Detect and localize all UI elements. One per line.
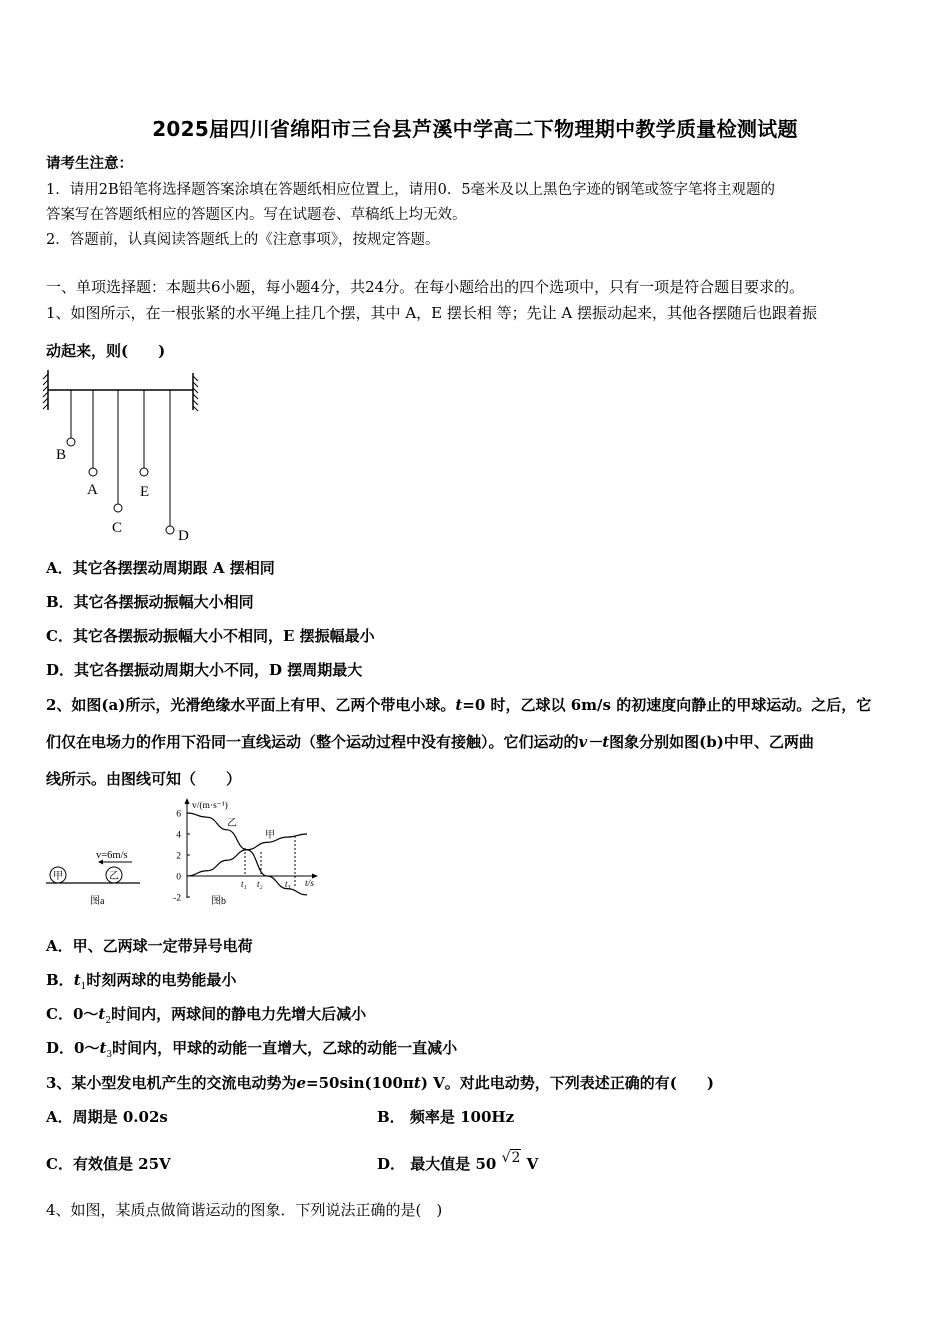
series-line-jia [187,834,307,876]
q1-stem-line-2: 动起来，则( ) [46,342,166,360]
y-tick-label: 2 [176,851,181,862]
pendulum-bob-b [67,438,75,446]
x-axis-arrowhead [312,874,318,879]
q1-option-b[interactable]: B．其它各摆振动振幅大小相同 [46,593,254,611]
q1-option-a[interactable]: A．其它各摆摆动周期跟 A 摆相同 [46,559,275,577]
option-text: C．0～ [46,1005,99,1023]
y-axis-label: v/(m·s⁻¹) [192,801,228,811]
q2-stem-var-vt: v－t [578,733,610,751]
pendulum-label-b: B [56,447,67,463]
x-tick-label: t₃ [285,879,291,889]
option-text: D．0～ [46,1039,100,1057]
q3-stem-var-t: t [413,1074,421,1092]
q2-stem-text: 2、如图(a)所示，光滑绝缘水平面上有甲、乙两个带电小球。 [46,696,456,714]
q2-stem-text: 们仅在电场力的作用下沿同一直线运动（整个运动过程中没有接触）。它们运动的 [46,733,579,751]
radical-sign: √ [501,1150,511,1166]
q2-option-c[interactable] [46,1003,366,1026]
pendulum-bob-e [140,468,148,476]
q4-stem: 4、如图，某质点做简谐运动的图象．下列说法正确的是( ) [46,1201,443,1219]
option-text: D． 最大值是 50 [377,1155,497,1173]
pendulum-bob-c [114,504,122,512]
q1-option-d[interactable]: D．其它各摆振动周期大小不同，D 摆周期最大 [46,661,363,679]
option-text: 时刻两球的电势能最小 [86,971,237,989]
pendulum-bob-d [166,526,174,534]
notice-heading: 请考生注意： [46,155,133,172]
option-text: A．甲、乙两球一定带异号电荷 [46,937,253,955]
x-tick-label: t₂ [257,879,263,889]
y-tick-label: 6 [176,809,181,820]
figure-a-caption: 图a [90,896,105,907]
option-sub: 3 [106,1050,113,1060]
q2-stem-text: =0 时，乙球以 6m/s 的初速度向静止的甲球运动。之后，它 [462,696,872,714]
q2-stem-line-3: 线所示。由图线可知（ ） [46,770,242,788]
q2-option-b[interactable] [46,969,236,992]
ball-yi-label: 乙 [109,871,119,882]
q3-stem-text: =50sin(100π [306,1074,414,1092]
radicand: 2 [511,1150,521,1166]
q3-option-d[interactable] [377,1150,539,1174]
ball-jia-label: 甲 [53,871,63,882]
q2-stem-line-1 [46,694,871,715]
sqrt-symbol [501,1150,522,1173]
q2-option-a[interactable] [46,935,253,956]
page-title: 2025届四川省绵阳市三台县芦溪中学高二下物理期中教学质量检测试题 [152,117,798,141]
q2-option-d[interactable] [46,1037,457,1060]
y-tick-label: 0 [176,872,181,883]
q2-stem-var-t: t [455,696,463,714]
option-var: t [98,1005,106,1023]
q1-option-c[interactable]: C．其它各摆振动振幅大小不相同，E 摆振幅最小 [46,627,375,645]
series-label-yi: 乙 [227,818,237,829]
x-axis-label: t/s [305,879,314,889]
option-text: 时间内，两球间的静电力先增大后减小 [111,1005,367,1023]
q3-stem-var-e: e [296,1074,306,1092]
pendulum-figure [40,368,210,548]
option-text: 时间内，甲球的动能一直增大，乙球的动能一直减小 [112,1039,458,1057]
vt-chart [165,796,335,914]
series-label-jia: 甲 [265,830,275,841]
pendulum-label-e: E [140,484,150,500]
pendulum-label-a: A [87,482,98,498]
y-tick-label: 4 [176,830,181,841]
y-axis-arrowhead [185,798,190,804]
notice-item-1-line-2: 答案写在答题纸相应的答题区内。写在试题卷、草稿纸上均无效。 [46,207,467,223]
q2-figure-a [42,838,152,910]
q2-stem-line-2 [46,731,814,752]
q3-stem-text: 3、某小型发电机产生的交流电动势为 [46,1074,297,1092]
section-heading: 一、单项选择题：本题共6小题，每小题4分，共24分。在每小题给出的四个选项中，只有一项是符合题目要求的。 [46,278,805,296]
q3-stem-text: ) V。对此电动势，下列表述正确的有( ) [420,1074,714,1092]
pendulum-label-c: C [112,520,123,536]
q2-stem-text: 图象分别如图(b)中甲、乙两曲 [609,733,814,751]
q3-option-a[interactable]: A．周期是 0.02s [46,1108,168,1126]
option-var: t [99,1039,107,1057]
q3-option-b[interactable]: B． 频率是 100Hz [377,1108,515,1126]
velocity-label: v=6m/s [96,850,128,861]
option-text: B． [46,971,74,989]
figure-b-caption: 图b [211,896,226,907]
pendulum-label-d: D [178,528,189,544]
notice-item-2: 2．答题前，认真阅读答题纸上的《注意事项》，按规定答题。 [46,232,440,248]
q3-stem [46,1072,714,1093]
option-var: t [73,971,81,989]
q3-option-c[interactable]: C．有效值是 25V [46,1155,171,1173]
option-sub: 2 [105,1016,112,1026]
option-sub: 1 [80,982,87,992]
q1-stem-line-1: 1、如图所示，在一根张紧的水平绳上挂几个摆，其中 A，E 摆长相 等；先让 A 摆振动起来，其他各摆随后也跟着振 [46,304,818,322]
x-tick-label: t₁ [241,879,247,889]
pendulum-bob-a [89,468,97,476]
option-unit: V [526,1155,539,1173]
y-tick-label: -2 [173,893,181,904]
notice-item-1-line-1: 1．请用2B铅笔将选择题答案涂填在答题纸相应位置上，请用0．5毫米及以上黑色字迹的钢笔或签字笔将主观题的 [46,182,776,198]
